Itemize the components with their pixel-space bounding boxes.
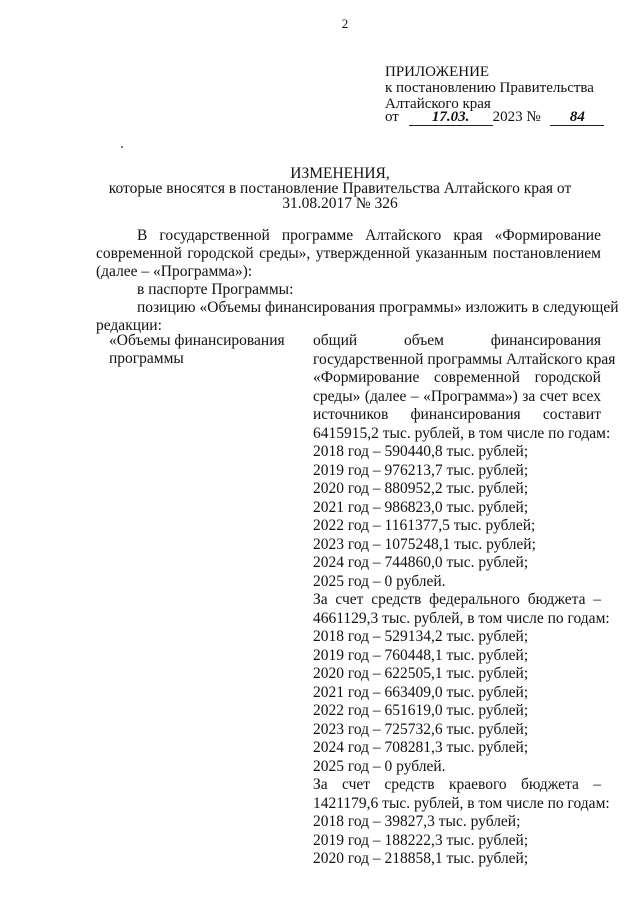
intro-line-2 — [96, 245, 601, 264]
funding-line-word: (далее — [364, 387, 407, 405]
funding-line-word: счет — [335, 591, 364, 608]
appendix-line-2: Алтайского края — [385, 96, 491, 112]
funding-line: 2019 год – 188222,3 тыс. рублей; — [313, 831, 529, 849]
funding-line-word: краевого — [448, 776, 507, 793]
date-prefix: от — [385, 109, 399, 125]
intro-line-1-word: государственной — [159, 227, 270, 244]
funding-line-word: средств — [384, 776, 435, 793]
funding-line: 2024 год – 744860,0 тыс. рублей; — [313, 554, 529, 571]
funding-line: 2018 год – 590440,8 тыс. рублей; — [313, 443, 529, 460]
funding-line-word: За — [313, 591, 328, 608]
table-right-cell — [313, 332, 616, 869]
funding-line-word: современной — [434, 369, 520, 386]
funding-line: 2024 год – 708281,3 тыс. рублей; — [313, 739, 529, 756]
funding-line-word: финансирования — [490, 332, 601, 349]
funding-line-word: – — [593, 591, 601, 608]
funding-line — [313, 369, 601, 388]
document-number: 84 — [550, 109, 604, 126]
funding-line: 2018 год – 39827,3 тыс. рублей; — [313, 813, 521, 830]
funding-line: 2020 год – 218858,1 тыс. рублей; — [313, 850, 529, 867]
funding-line: 2021 год – 663409,0 тыс. рублей; — [313, 683, 529, 701]
funding-line: 6415915,2 тыс. рублей, в том числе по годам: — [313, 424, 611, 442]
funding-line-word: за — [522, 387, 536, 405]
funding-line: 2022 год – 1161377,5 тыс. рублей; — [313, 517, 536, 534]
funding-line-word: общий — [313, 332, 358, 349]
heading-sub-1: которые вносятся в постановление Правительства Алтайского края от — [108, 180, 572, 197]
funding-line: 2023 год – 1075248,1 тыс. рублей; — [313, 535, 536, 553]
scan-speck — [121, 146, 123, 148]
funding-line: 2023 год – 725732,6 тыс. рублей; — [313, 720, 529, 738]
funding-line-word: среды» — [313, 387, 361, 405]
intro-line-2-word: указанным — [415, 245, 488, 262]
appendix-date-line — [385, 109, 604, 126]
funding-line: 2019 год – 760448,1 тыс. рублей; — [313, 646, 529, 664]
funding-line-word: городской — [534, 369, 601, 386]
funding-line: 4661129,3 тыс. рублей, в том числе по годам: — [313, 609, 610, 627]
funding-line — [313, 406, 601, 425]
funding-line: 2022 год – 651619,0 тыс. рублей; — [313, 702, 529, 719]
intro-line-1-word: края — [453, 227, 483, 244]
intro-line-3: (далее – «Программа»): — [96, 263, 253, 280]
funding-line: 2025 год – 0 рублей. — [313, 572, 446, 590]
page-number: 2 — [341, 16, 349, 31]
funding-line-word: всех — [572, 387, 601, 405]
funding-line — [313, 388, 601, 407]
heading-title: ИЗМЕНЕНИЯ, — [290, 165, 390, 182]
appendix-title: ПРИЛОЖЕНИЕ — [385, 64, 490, 80]
intro-line-1-word: Алтайского — [365, 227, 442, 244]
funding-line: 2019 год – 976213,7 тыс. рублей; — [313, 461, 529, 479]
funding-line-word: бюджета — [521, 776, 579, 793]
funding-line-word: За — [313, 776, 328, 793]
funding-line-word: составит — [542, 406, 601, 423]
date-year: 2023 № — [492, 109, 541, 125]
funding-line-word: финансирования — [410, 406, 521, 423]
intro-paragraph-2: в паспорте Программы: — [137, 281, 294, 298]
date-value: 17.03. — [409, 109, 493, 126]
funding-line: 2018 год – 529134,2 тыс. рублей; — [313, 628, 529, 645]
funding-line-word: бюджета — [527, 591, 586, 608]
funding-line — [313, 776, 601, 795]
intro-line-1 — [137, 227, 601, 246]
funding-line-word: – — [593, 776, 601, 793]
funding-line-word: средств — [371, 591, 422, 608]
funding-line: государственной программы Алтайского края — [313, 350, 616, 368]
funding-line-word: счет — [539, 387, 568, 405]
intro-line-2-word: городской — [187, 245, 254, 262]
funding-line: 2020 год – 622505,1 тыс. рублей; — [313, 665, 529, 682]
intro-line-1-word: программе — [281, 227, 354, 244]
intro-line-1-word: В — [137, 227, 148, 244]
funding-line-word: федерального — [429, 591, 520, 608]
appendix-line-1: к постановлению Правительства — [385, 80, 594, 96]
funding-line-word: – — [410, 387, 419, 405]
intro-line-2-word: утвержденной — [315, 245, 411, 262]
funding-line — [313, 332, 601, 351]
funding-line-word: счет — [342, 776, 371, 793]
intro-paragraph-3-line-2: редакции: — [96, 317, 162, 334]
table-left-cell-line-2: программы — [109, 350, 184, 367]
intro-paragraph-3-line-1: позицию «Объемы финансирования программы» изложить в следующей — [137, 299, 619, 316]
intro-line-2-word: современной — [96, 245, 182, 262]
funding-line-word: источников — [313, 406, 389, 423]
funding-line — [313, 591, 601, 610]
funding-line: 2025 год – 0 рублей. — [313, 757, 446, 775]
funding-line-word: «Программа») — [423, 387, 518, 405]
funding-line: 2021 год – 986823,0 тыс. рублей; — [313, 498, 529, 516]
funding-line: 2020 год – 880952,2 тыс. рублей; — [313, 480, 529, 497]
funding-line: 1421179,6 тыс. рублей, в том числе по годам: — [313, 794, 610, 812]
intro-line-2-word: постановлением — [492, 245, 601, 262]
intro-line-2-word: среды», — [259, 245, 311, 262]
heading-sub-2: 31.08.2017 № 326 — [282, 195, 398, 212]
funding-line-word: объем — [404, 332, 444, 349]
table-left-cell-line-1: «Объемы финансирования — [109, 332, 285, 349]
funding-line-word: «Формирование — [313, 369, 420, 386]
intro-line-1-word: «Формирование — [494, 227, 601, 244]
